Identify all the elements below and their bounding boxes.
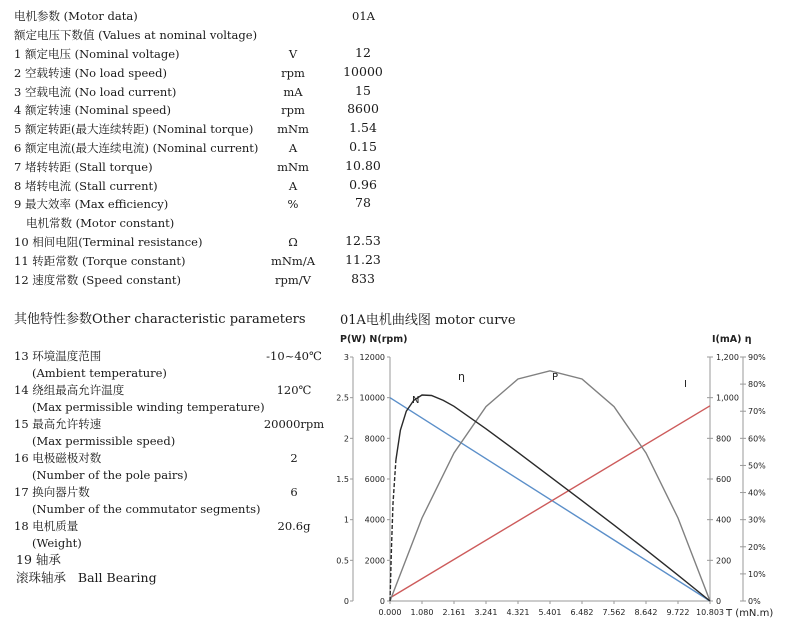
current-axis-tick-label: 400 xyxy=(716,515,732,525)
other-param-label: 16 电极磁极对数 xyxy=(14,451,102,465)
efficiency-curve xyxy=(396,395,710,601)
other-param-value: 6 xyxy=(290,485,298,499)
other-param-label: 14 绕组最高允许温度 xyxy=(14,383,125,397)
speed-axis-tick-label: 12000 xyxy=(359,353,385,362)
motor-param-row-label: 3 空载电流 (No load current) xyxy=(14,84,177,99)
other-param-value: 20000rpm xyxy=(263,417,325,431)
motor-param-row-value: 1.54 xyxy=(349,120,377,136)
motor-param-row-unit: rpm xyxy=(281,65,305,80)
speed-axis-tick-label: 10000 xyxy=(359,393,385,403)
motor-param-row-label: 6 额定电流(最大连续电流) (Nominal current) xyxy=(14,141,259,155)
efficiency-axis-tick-label: 80% xyxy=(748,380,766,390)
speed-curve xyxy=(390,398,710,601)
motor-data-subtitle: 额定电压下数值 (Values at nominal voltage) xyxy=(14,28,258,42)
motor-param-row-value: 0.96 xyxy=(349,176,377,192)
motor-param-row-unit: rpm xyxy=(281,103,305,118)
motor-constant-row-label: 11 转距常数 (Torque constant) xyxy=(14,253,186,268)
torque-axis-tick-label: 7.562 xyxy=(602,608,626,617)
motor-param-row-value: 10.80 xyxy=(345,157,381,173)
motor-param-row-value: 0.15 xyxy=(349,139,377,154)
motor-param-row-value: 10000 xyxy=(343,63,383,79)
other-param-value: -10~40℃ xyxy=(266,349,322,363)
motor-param-row-unit: mNm xyxy=(277,122,309,137)
power-curve xyxy=(390,371,710,601)
power-axis-tick-label: 2.5 xyxy=(336,393,349,403)
other-param-label: 17 换向器片数 xyxy=(14,485,90,499)
motor-model: 01A xyxy=(352,9,375,23)
motor-constant-row-value: 11.23 xyxy=(345,251,381,267)
motor-param-row-value: 78 xyxy=(355,195,371,211)
current-axis-tick-label: 200 xyxy=(716,556,732,566)
torque-axis-tick-label: 1.080 xyxy=(410,608,434,617)
other-param-sub: (Ambient temperature) xyxy=(32,366,167,380)
motor-param-row-unit: mA xyxy=(283,84,303,99)
motor-data-title: 电机参数 (Motor data) xyxy=(14,9,138,23)
motor-param-row-label: 4 额定转速 (Nominal speed) xyxy=(14,103,172,118)
efficiency-axis-tick-label: 50% xyxy=(748,461,766,471)
current-axis-tick-label: 600 xyxy=(716,475,732,484)
motor-param-row-value: 15 xyxy=(355,82,371,98)
motor-constant-row-value: 833 xyxy=(351,270,375,286)
x-axis-title: T (mN.m) xyxy=(726,608,774,619)
motor-param-row-unit: A xyxy=(288,178,298,193)
motor-param-row-value: 8600 xyxy=(347,101,379,117)
power-axis-tick-label: 2 xyxy=(343,434,349,444)
chart-title: 01A电机曲线图 motor curve xyxy=(340,313,516,328)
efficiency-curve-rise xyxy=(390,460,396,601)
efficiency-axis-tick-label: 60% xyxy=(748,434,766,444)
current-curve xyxy=(390,406,710,598)
left-axis-title: P(W) N(rpm) xyxy=(340,334,408,345)
motor-curve-chart xyxy=(330,328,780,628)
motor-constant-title: 电机常数 (Motor constant) xyxy=(26,216,175,230)
current-axis-tick-label: 1,000 xyxy=(716,393,739,403)
motor-constant-row-unit: rpm/V xyxy=(275,272,311,287)
torque-axis-tick-label: 8.642 xyxy=(634,608,658,617)
other-param-sub: (Number of the commutator segments) xyxy=(32,502,261,516)
other-param-sub: (Max permissible winding temperature) xyxy=(32,400,265,414)
power-axis-tick-label: 3 xyxy=(343,353,349,362)
other-param-value: 120℃ xyxy=(276,383,312,397)
motor-param-row-unit: % xyxy=(287,197,299,212)
motor-constant-row-unit: Ω xyxy=(288,235,298,249)
other-param-label: 13 环境温度范围 xyxy=(14,349,102,363)
torque-axis-tick-label: 0.000 xyxy=(378,608,402,617)
other-param-label: 15 最高允许转速 xyxy=(14,417,102,431)
motor-constant-row-unit: mNm/A xyxy=(270,253,316,268)
motor-param-row-label: 1 额定电压 (Nominal voltage) xyxy=(14,47,180,61)
efficiency-axis-tick-label: 40% xyxy=(748,488,766,498)
motor-param-row-label: 2 空载转速 (No load speed) xyxy=(14,65,167,80)
motor-constant-row-label: 12 速度常数 (Speed constant) xyxy=(14,272,181,287)
power-axis-tick-label: 0 xyxy=(343,597,349,606)
speed-axis-tick-label: 8000 xyxy=(364,434,385,444)
other-param-sub: (Max permissible speed) xyxy=(32,434,176,448)
motor-param-row-label: 9 最大效率 (Max efficiency) xyxy=(14,197,169,212)
power-axis-tick-label: 1.5 xyxy=(336,475,349,484)
other-params-title: 其他特性参数Other characteristic parameters xyxy=(14,312,306,327)
efficiency-curve-label: η xyxy=(458,370,465,383)
motor-param-row-value: 12 xyxy=(355,45,371,60)
other-param-value: 2 xyxy=(290,451,298,465)
motor-param-row-unit: A xyxy=(288,141,298,155)
other-param-label: 18 电机质量 xyxy=(14,519,79,533)
motor-param-row-label: 5 额定转距(最大连续转距) (Nominal torque) xyxy=(14,122,254,137)
bearing-value: 滚珠轴承 Ball Bearing xyxy=(16,570,157,585)
efficiency-axis-tick-label: 20% xyxy=(748,542,766,552)
efficiency-axis-tick-label: 90% xyxy=(748,353,766,362)
torque-axis-tick-label: 4.321 xyxy=(506,608,530,617)
power-axis-tick-label: 0.5 xyxy=(336,556,349,566)
efficiency-axis-tick-label: 0% xyxy=(748,597,761,606)
speed-curve-label: N xyxy=(412,395,420,406)
torque-axis-tick-label: 6.482 xyxy=(570,608,594,617)
power-curve-label: P xyxy=(552,372,559,383)
motor-constant-row-label: 10 相间电阻(Terminal resistance) xyxy=(14,235,203,249)
power-axis-tick-label: 1 xyxy=(343,515,349,525)
torque-axis-tick-label: 5.401 xyxy=(538,608,562,617)
efficiency-axis-tick-label: 10% xyxy=(748,569,766,579)
motor-param-row-unit: V xyxy=(288,47,298,61)
speed-axis-tick-label: 0 xyxy=(379,597,385,606)
speed-axis-tick-label: 2000 xyxy=(364,556,385,566)
efficiency-axis-tick-label: 30% xyxy=(748,515,766,525)
other-param-value: 20.6g xyxy=(277,519,311,533)
torque-axis-tick-label: 2.161 xyxy=(442,608,466,617)
bearing-label: 19 轴承 xyxy=(16,552,61,567)
torque-axis-tick-label: 10.803 xyxy=(696,608,724,617)
motor-param-row-label: 7 堵转转距 (Stall torque) xyxy=(14,159,153,174)
speed-axis-tick-label: 4000 xyxy=(364,515,385,525)
motor-param-row-unit: mNm xyxy=(277,159,309,174)
right-axis-title: I(mA) η xyxy=(712,334,752,345)
efficiency-axis-tick-label: 70% xyxy=(748,407,766,417)
current-axis-tick-label: 0 xyxy=(716,597,722,606)
motor-param-row-label: 8 堵转电流 (Stall current) xyxy=(14,178,158,193)
speed-axis-tick-label: 6000 xyxy=(364,475,385,484)
current-axis-tick-label: 1,200 xyxy=(716,353,739,362)
motor-constant-row-value: 12.53 xyxy=(345,233,381,248)
current-curve-label: I xyxy=(684,379,687,390)
torque-axis-tick-label: 9.722 xyxy=(666,608,690,617)
other-param-sub: (Number of the pole pairs) xyxy=(32,468,188,482)
current-axis-tick-label: 800 xyxy=(716,434,732,444)
other-param-sub: (Weight) xyxy=(32,536,82,550)
torque-axis-tick-label: 3.241 xyxy=(474,608,498,617)
